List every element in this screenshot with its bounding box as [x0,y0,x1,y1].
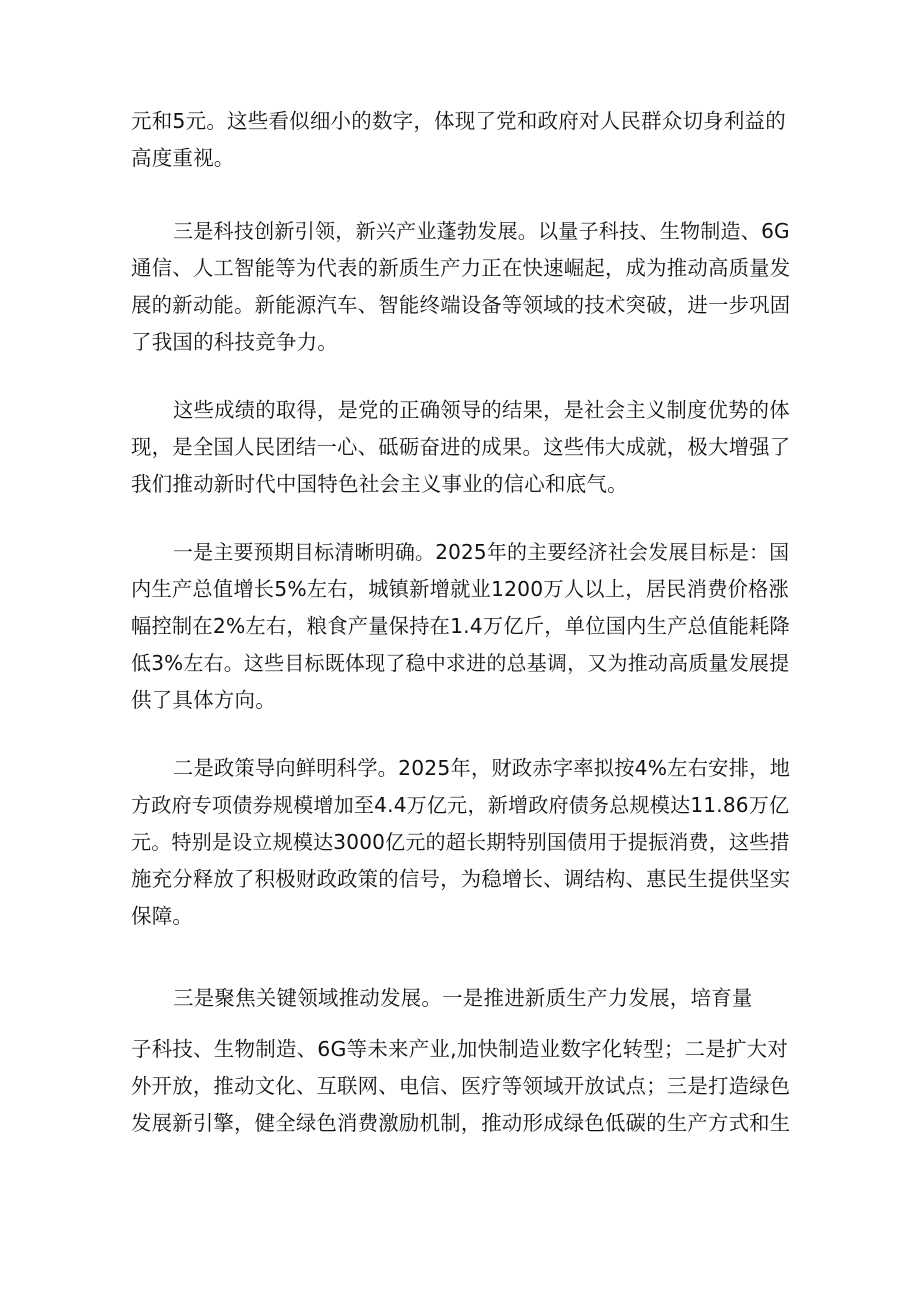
body-text-line: 通信、人工智能等为代表的新质生产力正在快速崛起，成为推动高质量发 [131,256,791,280]
body-text-line: 子科技、生物制造、6G等未来产业,加快制造业数字化转型；二是扩大对 [131,1037,789,1061]
body-text-line: 了我国的科技竞争力。 [131,330,338,354]
body-text-line: 外开放，推动文化、互联网、电信、医疗等领域开放试点；三是打造绿色 [131,1074,791,1098]
body-text-line: 元和5元。这些看似细小的数字，体现了党和政府对人民群众切身利益的 [131,109,786,133]
body-text-line: 二是政策导向鲜明科学。2025年，财政赤字率拟按4%左右安排，地 [173,756,791,780]
body-text-line: 保障。 [131,904,194,928]
body-text-line: 幅控制在2%左右，粮食产量保持在1.4万亿斤，单位国内生产总值能耗降 [131,614,790,638]
body-text-line: 展的新动能。新能源汽车、智能终端设备等领域的技术突破，进一步巩固 [131,293,791,317]
body-text-line: 方政府专项债券规模增加至4.4万亿元，新增政府债务总规模达11.86万亿 [131,793,790,817]
body-text-line: 现，是全国人民团结一心、砥砺奋进的成果。这些伟大成就，极大增强了 [131,435,791,459]
body-text-line: 三是科技创新引领，新兴产业蓬勃发展。以量子科技、生物制造、6G [173,219,790,243]
body-text-line: 元。特别是设立规模达3000亿元的超长期特别国债用于提振消费，这些措 [131,830,790,854]
body-text-line: 施充分释放了积极财政政策的信号，为稳增长、调结构、惠民生提供坚实 [131,867,791,891]
body-text-line: 我们推动新时代中国特色社会主义事业的信心和底气。 [131,472,628,496]
body-text-line: 发展新引擎，健全绿色消费激励机制，推动形成绿色低碳的生产方式和生 [131,1111,791,1135]
body-text-line: 供了具体方向。 [131,688,276,712]
body-text-line: 低3%左右。这些目标既体现了稳中求进的总基调，又为推动高质量发展提 [131,651,790,675]
body-text-line: 一是主要预期目标清晰明确。2025年的主要经济社会发展目标是：国 [173,540,790,564]
body-text-line: 内生产总值增长5%左右，城镇新增就业1200万人以上，居民消费价格涨 [131,577,789,601]
body-text-line: 三是聚焦关键领域推动发展。一是推进新质生产力发展，培育量 [173,986,753,1010]
body-text-line: 高度重视。 [131,146,235,170]
body-text-line: 这些成绩的取得，是党的正确领导的结果，是社会主义制度优势的体 [173,398,790,422]
